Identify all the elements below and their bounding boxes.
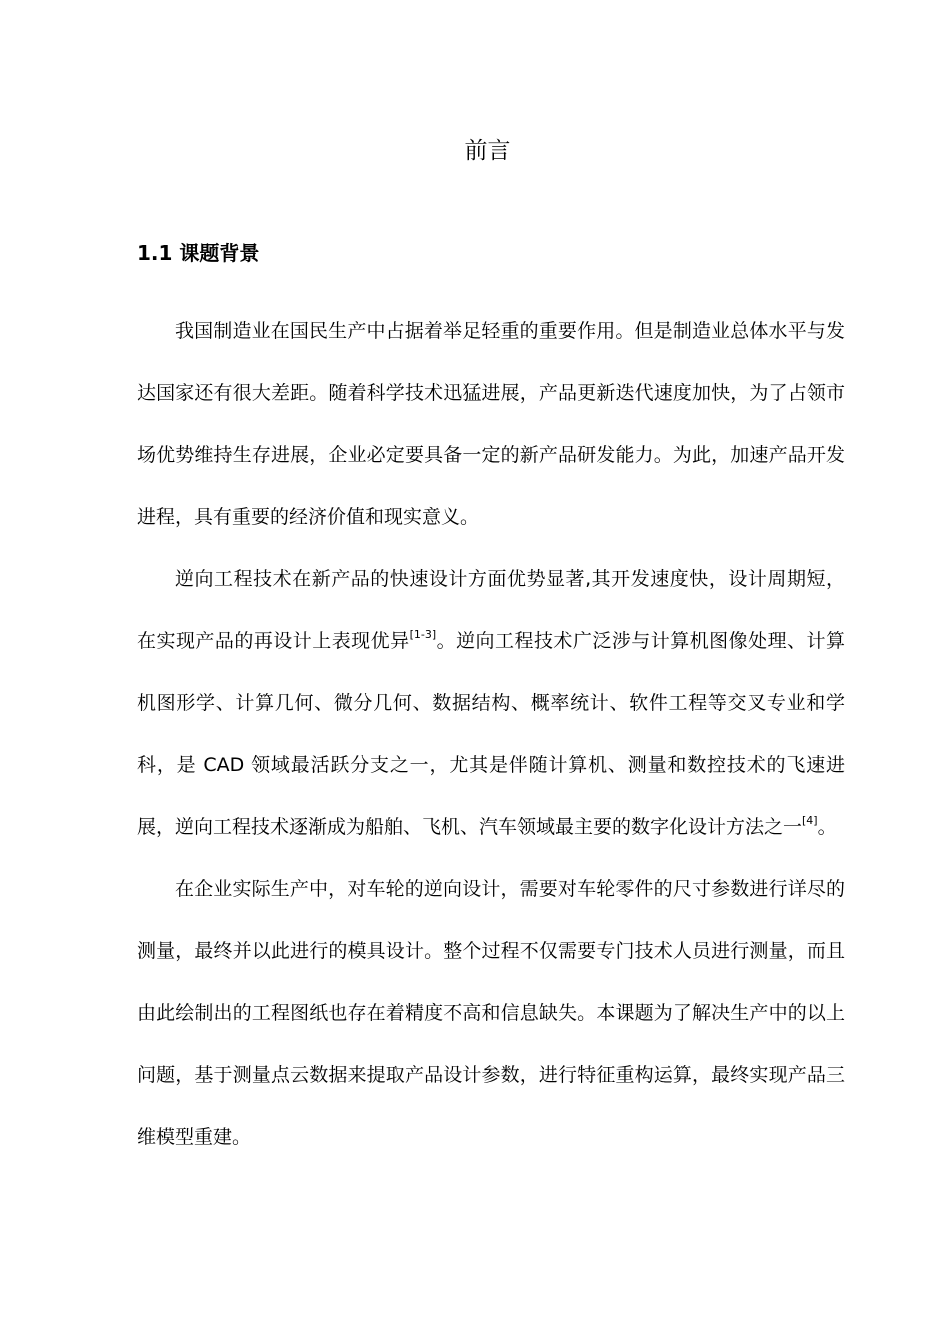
paragraph-2-text-c: 。 bbox=[817, 816, 837, 838]
page-title: 前言 bbox=[464, 138, 511, 164]
paragraph-2 bbox=[137, 548, 845, 858]
section-heading: 1.1 课题背景 bbox=[137, 241, 260, 265]
document-body bbox=[137, 300, 845, 1168]
paragraph-3: 在企业实际生产中，对车轮的逆向设计，需要对车轮零件的尺寸参数进行详尽的测量，最终并以此进行的模具设计。整个过程不仅需要专门技术人员进行测量，而且由此绘制出的工程图纸也存在着精度不高和信息缺失。本课题为了解决生产中的以上问题，基于测量点云数据来提取产品设计参数，进行特征重构运算，最终实现产品三维模型重建。 bbox=[137, 878, 845, 1148]
paragraph-2-text-a: 逆向工程技术在新产品的快速设计方面优势显著,其开发速度快，设计周期短，在实现产品的再设计上表现优异 bbox=[137, 568, 845, 652]
paragraph-1: 我国制造业在国民生产中占据着举足轻重的重要作用。但是制造业总体水平与发达国家还有很大差距。随着科学技术迅猛进展，产品更新迭代速度加快，为了占领市场优势维持生存进展，企业必定要具备一定的新产品研发能力。为此，加速产品开发进程，具有重要的经济价值和现实意义。 bbox=[137, 320, 845, 528]
citation-1-3: [1-3] bbox=[409, 628, 437, 641]
paragraph-2-text-b: 。逆向工程技术广泛涉与计算机图像处理、计算机图形学、计算几何、微分几何、数据结构、概率统计、软件工程等交叉专业和学科，是 CAD 领域最活跃分支之一，尤其是伴随计算机、测量和数控技术的飞速进展，逆向工程技术逐渐成为船舶、飞机、汽车领域最主要的数字化设计方法之一 bbox=[137, 630, 845, 838]
citation-4: [4] bbox=[802, 814, 818, 827]
